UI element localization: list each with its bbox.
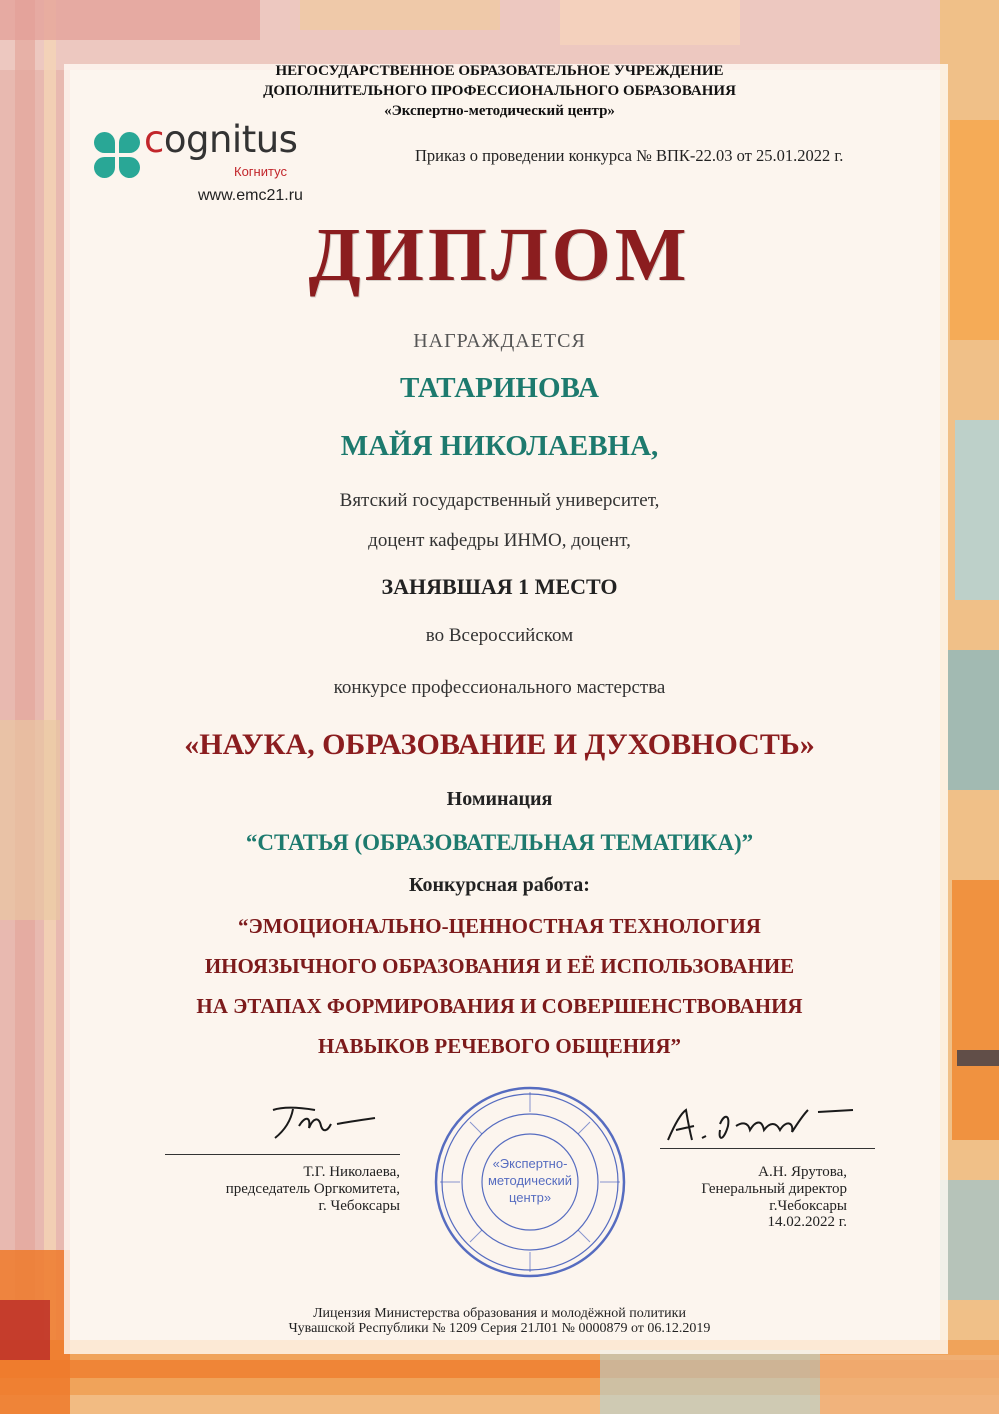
work-title-line3: НА ЭТАПАХ ФОРМИРОВАНИЯ И СОВЕРШЕНСТВОВАНИЯ: [196, 994, 803, 1018]
org-header-line3: «Экспертно-методический центр»: [384, 103, 615, 119]
work-title-line4: НАВЫКОВ РЕЧЕВОГО ОБЩЕНИЯ”: [317, 1034, 682, 1058]
org-header-line2: ДОПОЛНИТЕЛЬНОГО ПРОФЕССИОНАЛЬНОГО ОБРАЗОВАНИЯ: [263, 83, 736, 99]
stamp-line3: центр»: [508, 1190, 552, 1205]
right-signature: [658, 1100, 858, 1150]
recipient-position: доцент кафедры ИНМО, доцент,: [368, 530, 631, 551]
license-line1: Лицензия Министерства образования и молодёжной политики: [313, 1306, 686, 1321]
stamp-line1: «Экспертно-: [492, 1156, 568, 1171]
right-signatory-city: г.Чебоксары: [769, 1198, 847, 1214]
recipient-surname: ТАТАРИНОВА: [400, 372, 599, 404]
nomination-label: Номинация: [446, 788, 553, 810]
clover-icon: [94, 132, 140, 178]
order-reference: Приказ о проведении конкурса № ВПК-22.03 от 25.01.2022 г.: [415, 146, 844, 165]
contest-name: «НАУКА, ОБРАЗОВАНИЕ И ДУХОВНОСТЬ»: [184, 728, 815, 761]
right-signatory-name: А.Н. Ярутова,: [758, 1164, 847, 1180]
place-awarded: ЗАНЯВШАЯ 1 МЕСТО: [381, 574, 618, 599]
org-header-line1: НЕГОСУДАРСТВЕННОЕ ОБРАЗОВАТЕЛЬНОЕ УЧРЕЖДЕНИЕ: [275, 63, 724, 79]
contest-line1: во Всероссийском: [425, 625, 574, 646]
recipient-organization: Вятский государственный университет,: [339, 490, 660, 511]
logo-brand-text: ognitus: [163, 118, 298, 161]
logo-website: www.emc21.ru: [198, 187, 303, 204]
right-signature-line: [660, 1148, 875, 1149]
left-signature-line: [165, 1154, 400, 1155]
left-signature: [265, 1098, 385, 1148]
work-title-line2: ИНОЯЗЫЧНОГО ОБРАЗОВАНИЯ И ЕЁ ИСПОЛЬЗОВАНИЕ: [204, 954, 795, 978]
left-signatory-name: Т.Г. Николаева,: [303, 1164, 400, 1180]
contest-line2: конкурсе профессионального мастерства: [333, 677, 666, 698]
right-signatory-date: 14.02.2022 г.: [767, 1214, 847, 1230]
logo-subtitle: Когнитус: [234, 164, 287, 179]
diploma-title: ДИПЛОМ: [308, 213, 691, 297]
cognitus-logo: [94, 118, 334, 216]
nomination-value: “СТАТЬЯ (ОБРАЗОВАТЕЛЬНАЯ ТЕМАТИКА)”: [245, 830, 754, 855]
left-signatory-city: г. Чебоксары: [318, 1198, 400, 1214]
license-line2: Чувашской Республики № 1209 Серия 21Л01 № 0000879 от 06.12.2019: [288, 1321, 711, 1336]
awarded-label: НАГРАЖДАЕТСЯ: [413, 330, 586, 352]
logo-brand: cognitus: [144, 118, 298, 161]
official-stamp: [430, 1082, 630, 1282]
recipient-given-name: МАЙЯ НИКОЛАЕВНА,: [340, 430, 659, 462]
right-signatory-role: Генеральный директор: [701, 1181, 847, 1197]
left-signatory-role: председатель Оргкомитета,: [225, 1181, 400, 1197]
stamp-line2: методический: [487, 1173, 573, 1188]
work-label: Конкурсная работа:: [409, 874, 590, 896]
work-title-line1: “ЭМОЦИОНАЛЬНО-ЦЕННОСТНАЯ ТЕХНОЛОГИЯ: [238, 914, 761, 938]
